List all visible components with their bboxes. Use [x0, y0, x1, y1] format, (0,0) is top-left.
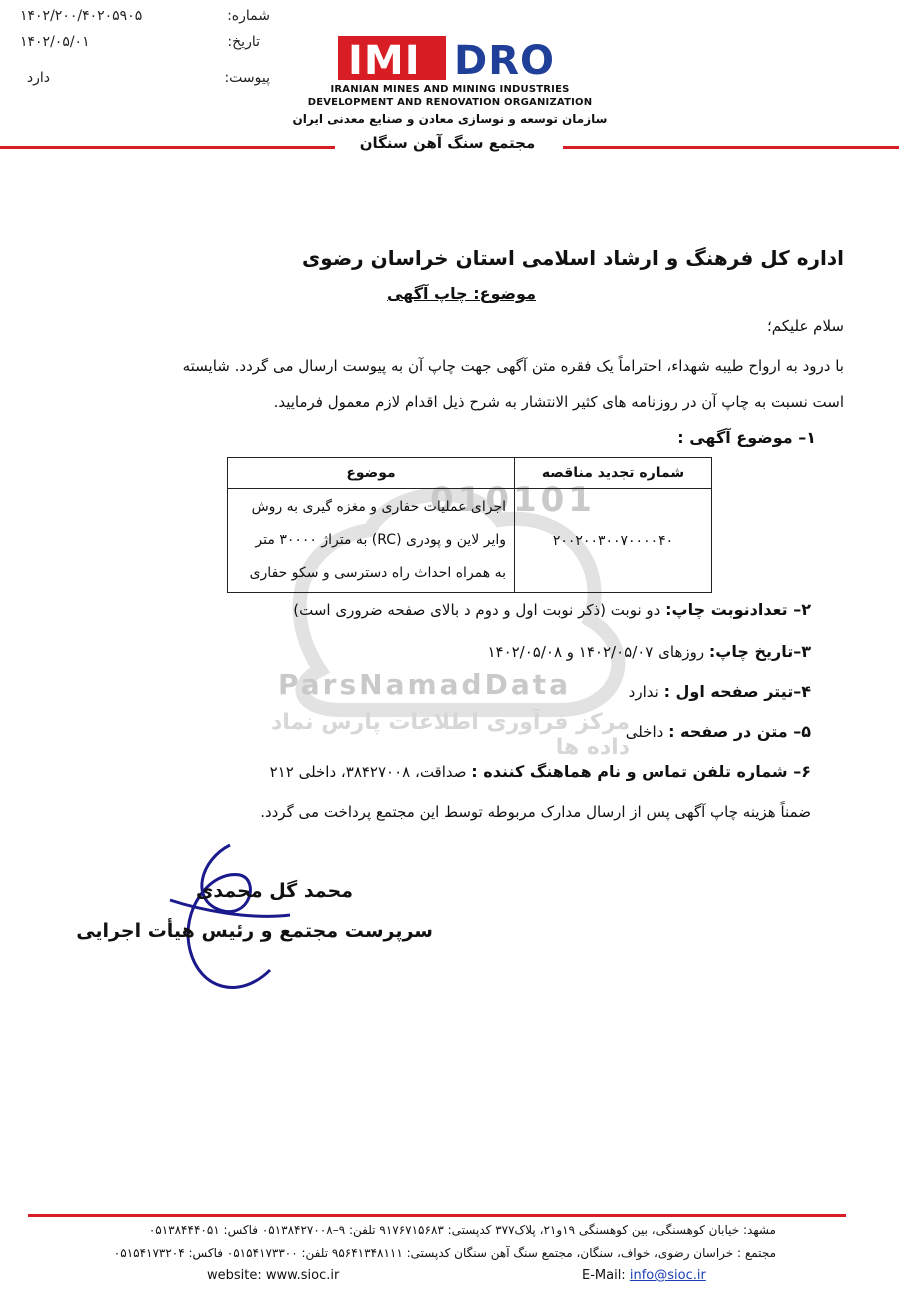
- item4-value: ندارد: [628, 683, 659, 701]
- email-label: E-Mail:: [582, 1268, 626, 1283]
- item2: [111, 600, 811, 619]
- item2-value: دو نوبت (ذکر نوبت اول و دوم د بالای صفحه ضروری است): [293, 601, 661, 619]
- signatory-name: محمد گل محمدی: [196, 880, 353, 902]
- complex-name: مجتمع سنگ آهن سنگان: [359, 134, 536, 152]
- email-link[interactable]: info@sioc.ir: [629, 1268, 706, 1283]
- number-label: شماره:: [227, 8, 270, 24]
- tender-table: [227, 457, 712, 593]
- item4: [111, 682, 811, 701]
- watermark-latin: ParsNamadData: [278, 668, 571, 701]
- tender-description-line3: به همراه احداث راه دسترسی و سکو حفاری: [249, 565, 506, 581]
- footer-website: [207, 1268, 339, 1283]
- item6-label: ۶– شماره تلفن تماس و نام هماهنگ کننده :: [471, 762, 811, 781]
- tender-description-line2: وایر لاین و پودری (RC) به متراژ ۳۰۰۰۰ متر: [255, 532, 506, 548]
- date-label: تاریخ:: [227, 34, 260, 50]
- tender-number: ۲۰۰۲۰۰۳۰۰۷۰۰۰۰۴۰: [515, 489, 712, 593]
- logo-line2: DEVELOPMENT AND RENOVATION ORGANIZATION: [307, 97, 593, 108]
- item3: [111, 642, 811, 661]
- number-value: ۱۴۰۲/۲۰۰/۴۰۲۰۵۹۰۵: [20, 8, 143, 24]
- item3-label: ۳–تاریخ چاپ:: [708, 642, 811, 661]
- table-header-row: [228, 458, 712, 489]
- footer-rule: [28, 1214, 846, 1217]
- item5-label: ۵– متن در صفحه :: [668, 722, 811, 741]
- tender-description-line1: اجرای عملیات حفاری و مغزه گیری به روش: [251, 499, 506, 515]
- logo-brand-right: DRO: [454, 38, 556, 84]
- recipient: اداره کل فرهنگ و ارشاد اسلامی استان خراسان رضوی: [301, 246, 844, 270]
- watermark-fa: مرکز فرآوری اطلاعات پارس نماد داده ها: [270, 710, 630, 760]
- logo-brand-left: IMI: [348, 38, 421, 84]
- footer-email: [582, 1268, 706, 1283]
- website-label: website:: [207, 1268, 262, 1283]
- greeting: سلام علیکم؛: [766, 317, 844, 335]
- tender-description: [228, 489, 515, 593]
- table-header-number: شماره تجدید مناقصه: [515, 458, 712, 489]
- header-rule-right: [563, 146, 899, 149]
- item5: [111, 722, 811, 741]
- footer-complex-address: مجتمع : خراسان رضوی، خواف، سنگان، مجتمع سنگ آهن سنگان کدپستی: ۹۵۶۴۱۳۴۸۱۱۱ تلفن: ۰۵۱۵۴۱۷۳۳۰۰ فاکس: ۰۵۱۵۴۱۷۳۲۰۴: [113, 1246, 776, 1260]
- letter-subject: موضوع: چاپ آگهی: [386, 284, 536, 303]
- date-value: ۱۴۰۲/۰۵/۰۱: [20, 34, 90, 50]
- item4-label: ۴–تیتر صفحه اول :: [663, 682, 811, 701]
- paragraph-line1: با درود به ارواح طیبه شهداء، احتراماً یک فقره متن آگهی جهت چاپ آن به پیوست ارسال می گردد. شایسته: [182, 357, 844, 375]
- header-rule-left: [0, 146, 335, 149]
- logo-line1: IRANIAN MINES AND MINING INDUSTRIES: [330, 84, 570, 95]
- item2-label: ۲– تعدادنوبت چاپ:: [665, 600, 811, 619]
- logo-line3: سازمان توسعه و نوسازی معادن و صنایع معدنی ایران: [292, 112, 608, 126]
- paragraph-line2: است نسبت به چاپ آن در روزنامه های کثیر الانتشار به شرح ذیل اقدام لازم معمول فرمایید.: [273, 393, 844, 411]
- table-row: [228, 489, 712, 593]
- footer-mashhad-address: مشهد: خیابان کوهسنگی، بین کوهسنگی ۱۹و۲۱، پلاک۳۷۷ کدپستی: ۹۱۷۶۷۱۵۶۸۳ تلفن: ۹–۰۵۱۳۸۴۲۷۰۰۸ فاکس: ۰۵۱۳۸۴۴۴۰۵۱: [148, 1223, 776, 1237]
- attachment-value: دارد: [26, 70, 50, 86]
- signatory-title: سرپرست مجتمع و رئیس هیأت اجرایی: [76, 920, 433, 942]
- logo-brand: [338, 36, 564, 84]
- item5-value: داخلی: [625, 723, 664, 741]
- watermark-digits: 010101: [430, 480, 596, 520]
- table-header-subject: موضوع: [228, 458, 515, 489]
- attachment-label: پیوست:: [224, 70, 270, 86]
- item1-label: ۱– موضوع آگهی :: [677, 428, 816, 447]
- item6-value: صداقت، ۳۸۴۲۷۰۰۸، داخلی ۲۱۲: [269, 763, 467, 781]
- website-link[interactable]: www.sioc.ir: [265, 1268, 340, 1283]
- item3-value: روزهای ۱۴۰۲/۰۵/۰۷ و ۱۴۰۲/۰۵/۰۸: [487, 643, 705, 661]
- item6: [111, 762, 811, 781]
- closing-text: ضمناً هزینه چاپ آگهی پس از ارسال مدارک مربوطه توسط این مجتمع پرداخت می گردد.: [260, 803, 811, 821]
